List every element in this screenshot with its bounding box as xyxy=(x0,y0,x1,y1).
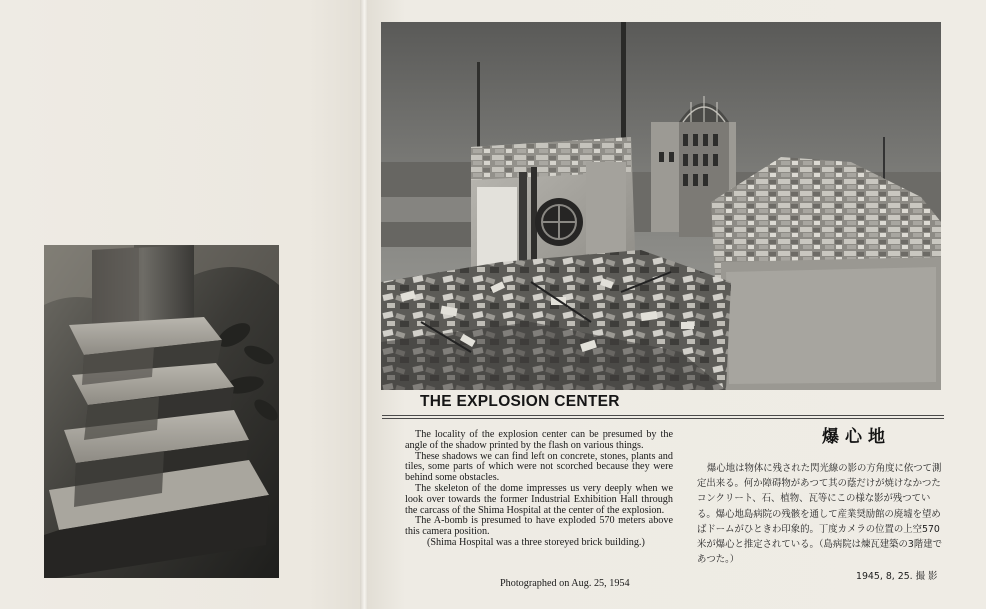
english-note: (Shima Hospital was a three storeyed brick building.) xyxy=(427,536,645,548)
japanese-title: 爆心地 xyxy=(822,427,891,447)
english-paragraph: The A-bomb is presumed to have exploded 570 meters above this camera position. xyxy=(405,515,673,538)
stone-pedestal-photo xyxy=(44,245,279,578)
japanese-date: 1945, 8, 25. 撮 影 xyxy=(856,571,938,582)
ruins-and-dome-photo xyxy=(381,22,941,390)
english-paragraph: These shadows we can find left on concrete, stones, plants and tiles, some parts of which were not scorched because they were behind some obstacles. xyxy=(405,450,673,484)
english-paragraph: The locality of the explosion center can be presumed by the angle of the shadow printed by the flash on various things. xyxy=(405,429,673,451)
heading-rule-bottom xyxy=(382,418,944,419)
photo-caption: Photographed on Aug. 25, 1954 xyxy=(500,578,630,589)
english-body xyxy=(405,430,673,549)
heading-rule-top xyxy=(382,415,944,416)
section-heading: THE EXPLOSION CENTER xyxy=(420,393,620,410)
english-paragraph: The skeleton of the dome impresses us very deeply when we look over towards the former Industrial Exhibition Hall through the carcass of the Shima Hospital at the center of the explosion. xyxy=(405,482,673,516)
left-page xyxy=(0,0,362,609)
japanese-body: 爆心地は物体に残された閃光線の影の方角度に依つて測定出来る。何か障碍物があつて其の蔭だけが焼けなかつたコンクリート、石、植物、瓦等にこの様な影が残つている。爆心地島病院の残骸を通して産業奨励館の廃墟を望めばドームがひときわ印象的。丁度カメラの位置の上空570米が爆心と推定されている。（島病院は煉瓦建築の3階建であつた。） xyxy=(697,463,943,566)
